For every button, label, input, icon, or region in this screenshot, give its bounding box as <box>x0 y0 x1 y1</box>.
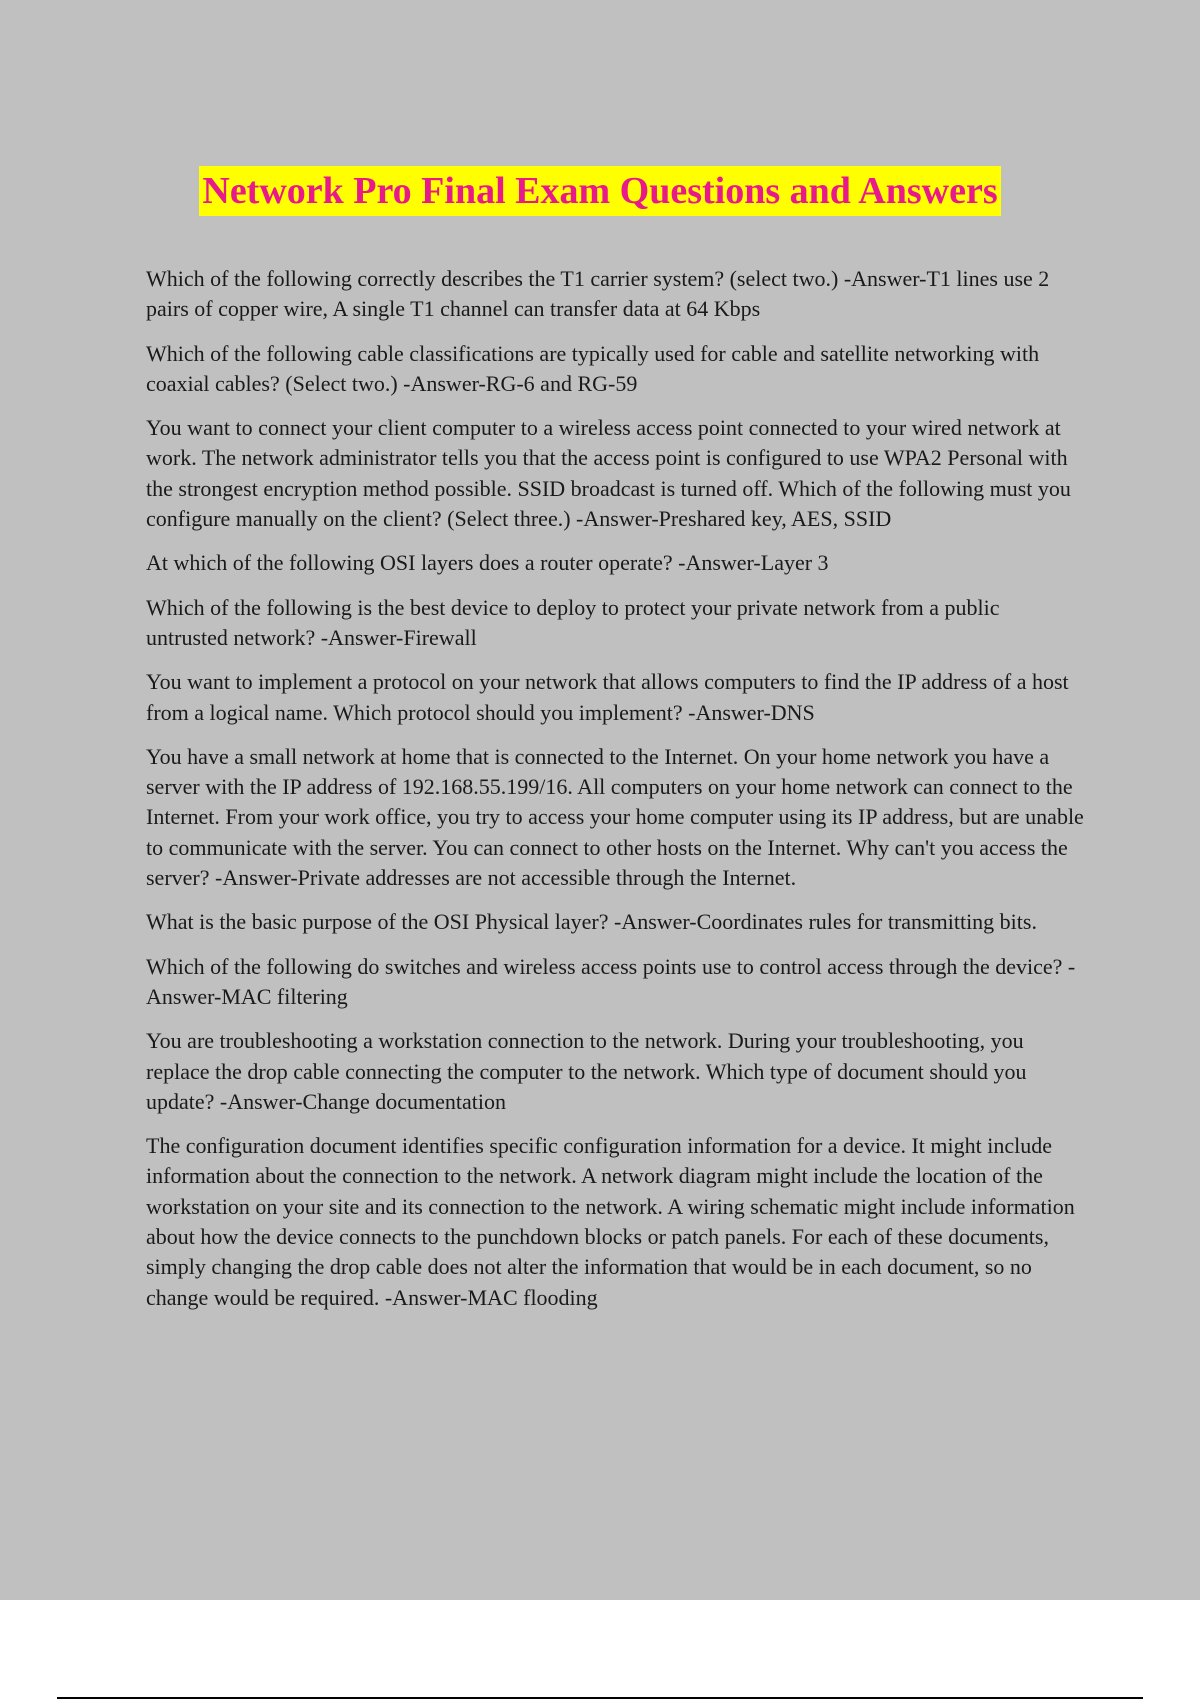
qa-paragraph: Which of the following do switches and wireless access points use to control access through the device? -Answer-MAC filtering <box>146 953 1076 1009</box>
qa-paragraph: Which of the following cable classifications are typically used for cable and satellite networking with coaxial cables? (Select two.) -Answer-RG-6 and RG-59 <box>146 340 1040 396</box>
qa-paragraph: You want to connect your client computer to a wireless access point connected to your wired network at work. The network administrator tells you that the access point is configured to use WPA2 Personal with the strongest encryption method possible. SSID broadcast is turned off. Which of the following must you configure manually on the client? (Select three.) -Answer-Preshared key, AES, SSID <box>146 415 1071 532</box>
qa-paragraph: You are troubleshooting a workstation connection to the network. During your troubleshooting, you replace the drop cable connecting the computer to the network. Which type of document should you update? -Answer-Change documentation <box>146 1028 1027 1114</box>
qa-list <box>146 264 1086 1327</box>
document-title: Network Pro Final Exam Questions and Answers <box>199 166 1000 216</box>
qa-paragraph: Which of the following correctly describes the T1 carrier system? (select two.) -Answer-T1 lines use 2 pairs of copper wire, A single T1 channel can transfer data at 64 Kbps <box>146 266 1050 322</box>
qa-paragraph: At which of the following OSI layers does a router operate? -Answer-Layer 3 <box>146 550 829 576</box>
qa-paragraph: What is the basic purpose of the OSI Physical layer? -Answer-Coordinates rules for transmitting bits. <box>146 909 1037 935</box>
qa-paragraph: The configuration document identifies specific configuration information for a device. It might include information about the connection to the network. A network diagram might include the location of the workstation on your site and its connection to the network. A wiring schematic might include information about how the device connects to the punchdown blocks or patch panels. For each of these documents, simply changing the drop cable does not alter the information that would be in each document, so no change would be required. -Answer-MAC flooding <box>146 1133 1075 1310</box>
page-divider <box>57 1697 1143 1699</box>
title-container <box>0 166 1200 216</box>
qa-paragraph: You have a small network at home that is connected to the Internet. On your home network you have a server with the IP address of 192.168.55.199/16. All computers on your home network can connect to the Internet. From your work office, you try to access your home computer using its IP address, but are unable to communicate with the server. You can connect to other hosts on the Internet. Why can't you access the server? -Answer-Private addresses are not accessible through the Internet. <box>146 743 1084 891</box>
qa-paragraph: You want to implement a protocol on your network that allows computers to find the IP address of a host from a logical name. Which protocol should you implement? -Answer-DNS <box>146 669 1069 725</box>
qa-paragraph: Which of the following is the best device to deploy to protect your private network from a public untrusted network? -Answer-Firewall <box>146 594 1000 650</box>
